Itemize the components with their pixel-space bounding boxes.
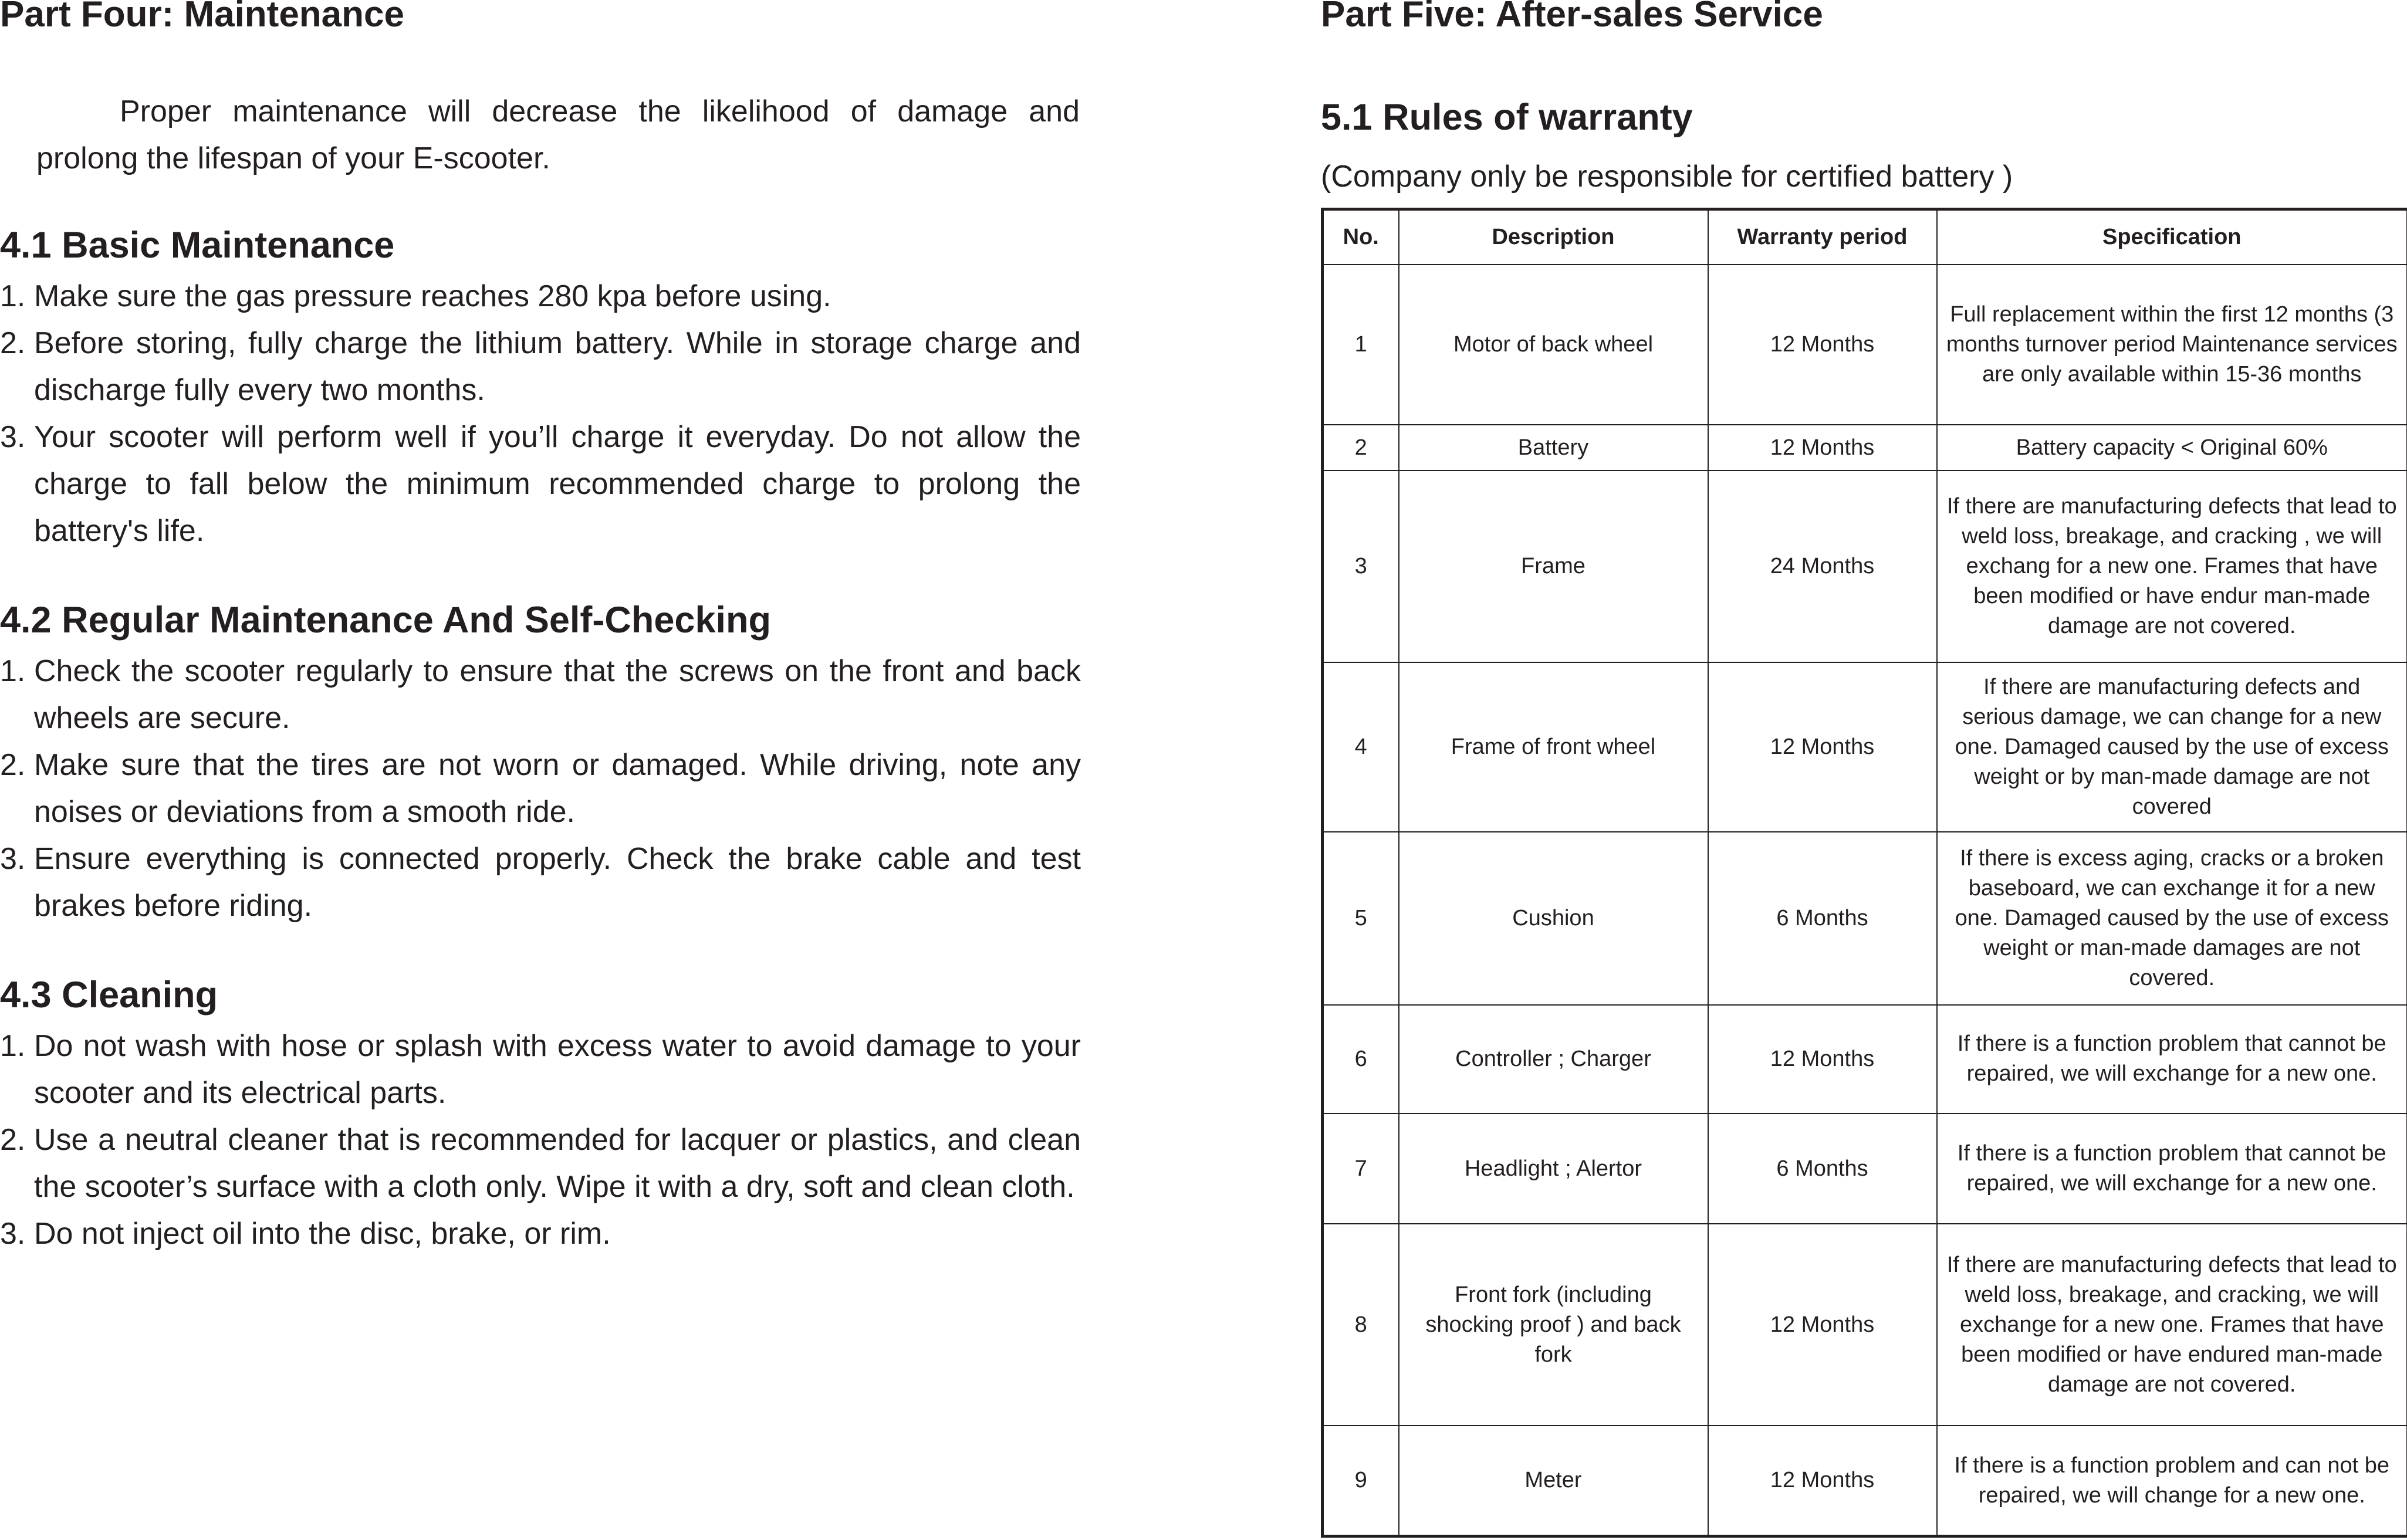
row-description: Headlight ; Alertor	[1399, 1113, 1708, 1224]
table-row	[1323, 1005, 2407, 1113]
row-period: 12 Months	[1708, 1005, 1937, 1113]
warranty-note: (Company only be responsible for certified battery )	[1321, 160, 2013, 194]
part-five-title: Part Five: After-sales Service	[1321, 0, 1823, 35]
row-no: 4	[1323, 662, 1399, 831]
row-period: 6 Months	[1708, 832, 1937, 1005]
maintenance-intro: Proper maintenance will decrease the likelihood of damage and prolong the lifespan of your E-scooter.	[36, 94, 1080, 175]
row-no: 3	[1323, 471, 1399, 662]
row-description: Battery	[1399, 425, 1708, 471]
part-four-title: Part Four: Maintenance	[0, 0, 404, 35]
row-spec: If there are manufacturing defects that lead to weld loss, breakage, and cracking, we will exchange for a new one. Frames that have been modified or have endured man-made damage are not covered.	[1937, 1224, 2407, 1426]
table-row	[1323, 662, 2407, 831]
row-period: 12 Months	[1708, 662, 1937, 831]
table-row	[1323, 425, 2407, 471]
row-no: 9	[1323, 1426, 1399, 1536]
row-no: 7	[1323, 1113, 1399, 1224]
row-description: Frame of front wheel	[1399, 662, 1708, 831]
basic-maintenance-list	[0, 273, 1081, 554]
row-spec: If there is a function problem that cannot be repaired, we will exchange for a new one.	[1937, 1005, 2407, 1113]
row-period: 12 Months	[1708, 1224, 1937, 1426]
row-spec: Full replacement within the first 12 months (3 months turnover period Maintenance services are only available within 15-36 months	[1937, 265, 2407, 425]
regular-maintenance-list	[0, 648, 1081, 929]
row-description: Motor of back wheel	[1399, 265, 1708, 425]
list-item: 2. Use a neutral cleaner that is recommended for lacquer or plastics, and clean the scooter’s surface with a cloth only. Wipe it with a dry, soft and clean cloth.	[0, 1123, 1081, 1204]
row-spec: Battery capacity < Original 60%	[1937, 425, 2407, 471]
row-no: 8	[1323, 1224, 1399, 1426]
list-item: 2. Before storing, fully charge the lithium battery. While in storage charge and discharge fully every two months.	[0, 326, 1081, 407]
row-period: 24 Months	[1708, 471, 1937, 662]
row-description: Front fork (including shocking proof ) and back fork	[1399, 1224, 1708, 1426]
warranty-table	[1321, 208, 2407, 1538]
header-specification: Specification	[1937, 209, 2407, 265]
list-item: 3. Your scooter will perform well if you’ll charge it everyday. Do not allow the charge to fall below the minimum recommended charge to prolong the battery's life.	[0, 420, 1081, 548]
header-description: Description	[1399, 209, 1708, 265]
row-no: 2	[1323, 425, 1399, 471]
row-period: 12 Months	[1708, 265, 1937, 425]
table-row	[1323, 1426, 2407, 1536]
warranty-rules-heading: 5.1 Rules of warranty	[1321, 97, 1693, 138]
list-item: 2. Make sure that the tires are not worn or damaged. While driving, note any noises or deviations from a smooth ride.	[0, 748, 1081, 829]
table-row	[1323, 265, 2407, 425]
row-no: 5	[1323, 832, 1399, 1005]
row-description: Cushion	[1399, 832, 1708, 1005]
table-row	[1323, 1113, 2407, 1224]
row-description: Meter	[1399, 1426, 1708, 1536]
row-no: 6	[1323, 1005, 1399, 1113]
row-description: Controller ; Charger	[1399, 1005, 1708, 1113]
row-spec: If there is a function problem that cannot be repaired, we will exchange for a new one.	[1937, 1113, 2407, 1224]
list-item: 1. Check the scooter regularly to ensure that the screws on the front and back wheels are secure.	[0, 654, 1081, 735]
list-item: 3. Ensure everything is connected properly. Check the brake cable and test brakes before riding.	[0, 842, 1081, 923]
table-header-row	[1323, 209, 2407, 265]
row-spec: If there is a function problem and can not be repaired, we will change for a new one.	[1937, 1426, 2407, 1536]
table-row	[1323, 471, 2407, 662]
row-description: Frame	[1399, 471, 1708, 662]
section-cleaning-heading: 4.3 Cleaning	[0, 974, 218, 1016]
list-item: 1. Make sure the gas pressure reaches 280 kpa before using.	[0, 279, 831, 313]
row-period: 12 Months	[1708, 425, 1937, 471]
row-spec: If there are manufacturing defects and serious damage, we can change for a new one. Damaged caused by the use of excess weight or by man-made damage are not covered	[1937, 662, 2407, 831]
row-spec: If there is excess aging, cracks or a broken baseboard, we can exchange it for a new one. Damaged caused by the use of excess weight or man-made damages are not covered.	[1937, 832, 2407, 1005]
section-basic-maintenance-heading: 4.1 Basic Maintenance	[0, 225, 395, 266]
list-item: 1. Do not wash with hose or splash with excess water to avoid damage to your scooter and its electrical parts.	[0, 1029, 1081, 1110]
row-spec: If there are manufacturing defects that lead to weld loss, breakage, and cracking , we will exchang for a new one. Frames that have been modified or have endur man-made damage are not covered.	[1937, 471, 2407, 662]
header-warranty-period: Warranty period	[1708, 209, 1937, 265]
list-item: 3. Do not inject oil into the disc, brake, or rim.	[0, 1217, 611, 1251]
section-regular-maintenance-heading: 4.2 Regular Maintenance And Self-Checking	[0, 600, 771, 641]
row-no: 1	[1323, 265, 1399, 425]
row-period: 6 Months	[1708, 1113, 1937, 1224]
header-no: No.	[1323, 209, 1399, 265]
cleaning-list	[0, 1023, 1081, 1257]
table-row	[1323, 832, 2407, 1005]
row-period: 12 Months	[1708, 1426, 1937, 1536]
table-row	[1323, 1224, 2407, 1426]
